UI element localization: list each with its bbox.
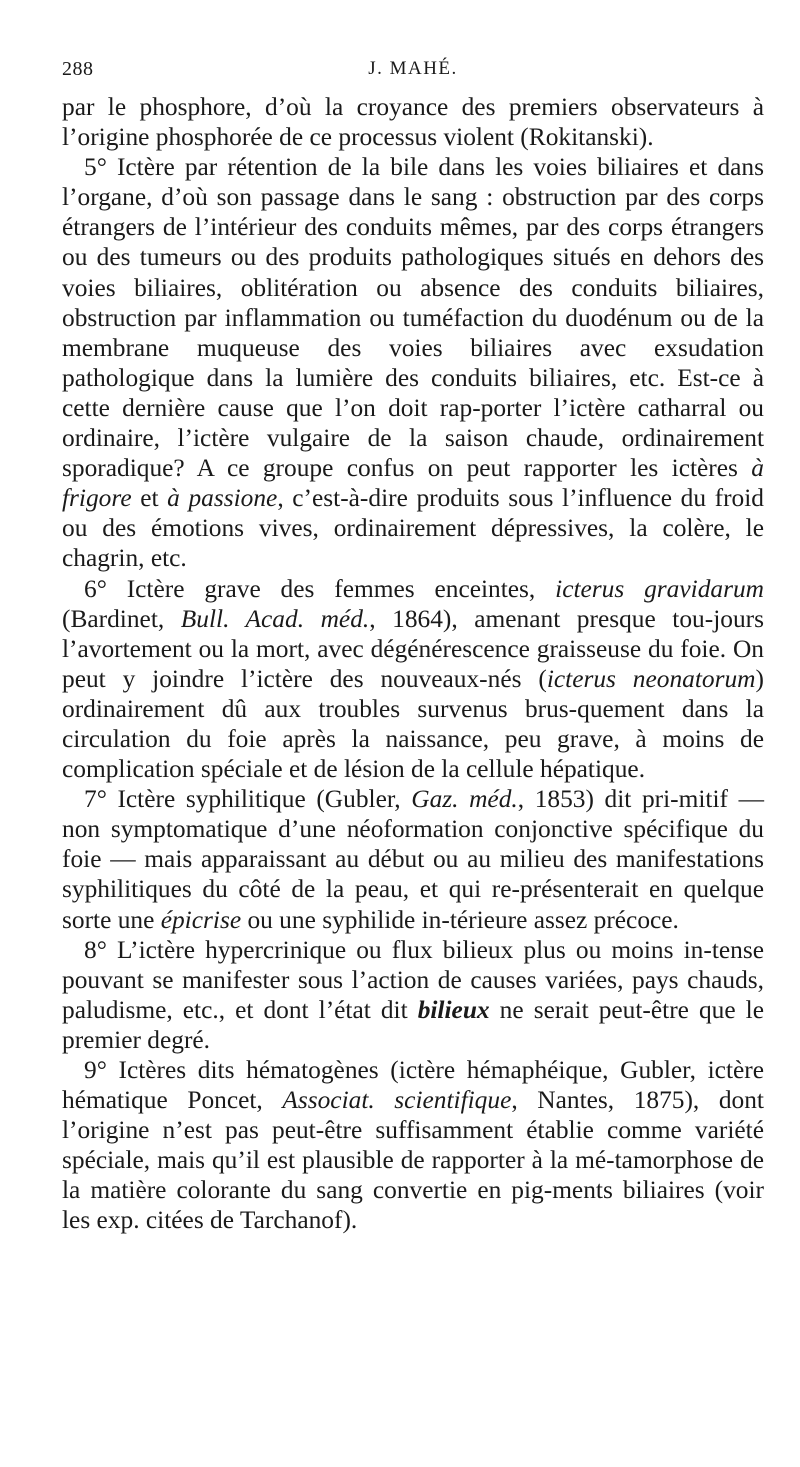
text-run: 7° Ictère syphilitique (Gubler, bbox=[84, 785, 412, 814]
emphasis-run: Associat. scientifique bbox=[282, 1086, 512, 1115]
emphasis-run: à frigore bbox=[62, 454, 764, 513]
running-head: J. MAHÉ. bbox=[368, 58, 458, 79]
emphasis-run: à passione bbox=[167, 484, 278, 513]
emphasis-run: bilieux bbox=[417, 995, 490, 1024]
paragraph-item-8 bbox=[62, 935, 764, 1055]
text-run: et bbox=[131, 484, 168, 513]
paragraph-item-7 bbox=[62, 784, 764, 934]
paragraph-item-5 bbox=[62, 152, 764, 573]
body-text bbox=[62, 92, 764, 1236]
text-run: (Bardinet, bbox=[62, 604, 181, 633]
paragraph-item-6 bbox=[62, 574, 764, 785]
emphasis-run: épicrise bbox=[160, 905, 242, 934]
emphasis-run: icterus neonatorum bbox=[546, 664, 756, 693]
text-run: , c’est-à-dire produits sous l’influence du froid ou des émotions vives, ordinairement dépressives, la colère, le chagrin, etc. bbox=[62, 484, 764, 573]
text-run: , Nantes, 1875), dont l’origine n’est pas peut-être suffisamment établie comme variété spéciale, mais qu’il est plausible de rapporter à la mé-tamorphose de la matière colorante du sang convertie en pig-ments biliaires (voir les exp. citées de Tarchanof). bbox=[62, 1086, 764, 1235]
text-run: , 1853) dit pri-mitif — non symptomatique d’une néoformation conjonctive spécifique du foie — mais apparaissant au début ou au milieu des manifestations syphilitiques du côté de la peau, et qui re-présenterait en quelque sorte une bbox=[62, 785, 764, 934]
book-page bbox=[62, 58, 764, 1236]
text-run: 9° Ictères dits hématogènes (ictère hémaphéique, Gubler, ictère hématique Poncet, bbox=[62, 1056, 764, 1115]
page-number: 288 bbox=[62, 58, 94, 80]
text-run: ) ordinairement dû aux troubles survenus brus-quement dans la circulation du foie après la naissance, peu grave, à moins de complication spéciale et de lésion de la cellule hépatique. bbox=[62, 664, 764, 784]
text-run: , 1864), amenant presque tou-jours l’avortement ou la mort, avec dégénérescence graisseuse du foie. On peut y joindre l’ictère des nouveaux-nés ( bbox=[62, 604, 764, 693]
text-run: 5° Ictère par rétention de la bile dans les voies biliaires et dans l’organe, d’où son passage dans le sang : obstruction par des corps étrangers de l’intérieur des conduits mêmes, par des corps étrangers ou des tumeurs ou des produits pathologiques situés en dehors des voies biliaires, oblitération ou absence des conduits biliaires, obstruction par inflammation ou tuméfaction du duodénum ou de la membrane muqueuse des voies biliaires avec exsudation pathologique dans la lumière des conduits biliaires, etc. Est-ce à cette dernière cause que l’on doit rap-porter l’ictère catharral ou ordinaire, l’ictère vulgaire de la saison chaude, ordinairement sporadique? A ce groupe confus on peut rapporter les ictères bbox=[62, 153, 764, 483]
paragraph-continuation bbox=[62, 92, 764, 152]
page-header bbox=[62, 58, 764, 92]
emphasis-run: icterus gravidarum bbox=[555, 574, 764, 603]
text-run: ou une syphilide in-térieure assez précoce. bbox=[241, 905, 679, 934]
text-run: par le phosphore, d’où la croyance des premiers observateurs à l’origine phosphorée de ce processus violent (Rokitanski). bbox=[62, 93, 764, 152]
emphasis-run: Gaz. méd. bbox=[411, 785, 518, 814]
text-run: 6° Ictère grave des femmes enceintes, bbox=[84, 574, 556, 603]
emphasis-run: Bull. Acad. méd. bbox=[180, 604, 370, 633]
text-run: ne serait peut-être que le premier degré. bbox=[62, 995, 765, 1054]
text-run: 8° L’ictère hypercrinique ou flux bilieux plus ou moins in-tense pouvant se manifester sous l’action de causes variées, pays chauds, paludisme, etc., et dont l’état dit bbox=[62, 935, 764, 1024]
paragraph-item-9 bbox=[62, 1055, 764, 1236]
